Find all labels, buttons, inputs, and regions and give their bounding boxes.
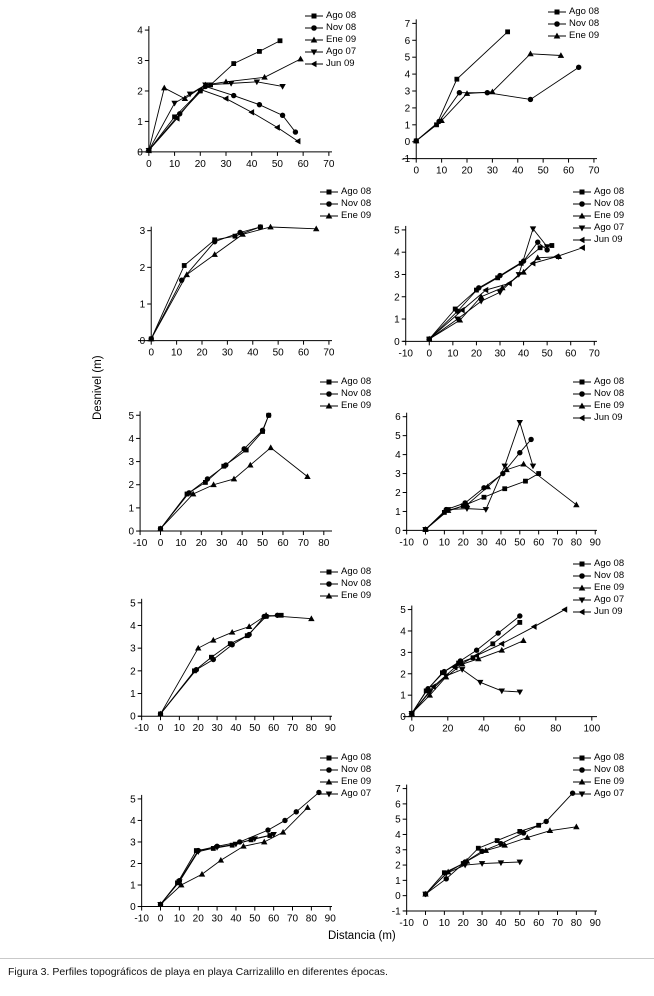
legend-panel-5 (320, 376, 371, 412)
legend-marker-triangle-left-icon (573, 606, 591, 618)
legend-marker-triangle-down-icon (320, 788, 338, 800)
svg-text:0: 0 (157, 723, 164, 735)
legend-label: Ene 09 (341, 400, 372, 411)
svg-text:0: 0 (130, 711, 136, 723)
legend-marker-square-icon (320, 186, 338, 198)
legend-marker-triangle-down-icon (305, 46, 323, 58)
chart-panel-8 (375, 595, 605, 745)
legend-item (573, 606, 624, 618)
svg-text:-10: -10 (134, 723, 149, 735)
chart-panel-7 (110, 590, 340, 745)
divider (0, 958, 654, 959)
legend-marker-square-icon (320, 752, 338, 764)
legend-marker-circle-icon (573, 570, 591, 582)
legend-marker-square-icon (320, 566, 338, 578)
legend-label: Nov 08 (594, 764, 625, 775)
svg-text:1: 1 (395, 506, 401, 518)
svg-text:-10: -10 (399, 917, 414, 929)
legend-marker-circle-icon (573, 198, 591, 210)
svg-text:1: 1 (130, 880, 136, 892)
legend-item (573, 388, 624, 400)
legend-item (305, 46, 356, 58)
legend-item (573, 788, 624, 800)
svg-text:80: 80 (570, 537, 582, 549)
legend-item (320, 764, 371, 776)
svg-text:3: 3 (395, 845, 401, 857)
legend-label: Nov 08 (569, 18, 600, 29)
legend-label: Ene 09 (341, 210, 372, 221)
svg-text:50: 50 (514, 917, 526, 929)
svg-text:0: 0 (395, 525, 401, 537)
legend-item (573, 186, 624, 198)
svg-text:10: 10 (171, 347, 183, 359)
svg-text:3: 3 (128, 457, 135, 469)
legend-label: Ago 08 (594, 376, 625, 387)
svg-text:50: 50 (272, 347, 284, 359)
legend-label: Ene 09 (341, 776, 372, 787)
legend-label: Nov 08 (341, 578, 372, 589)
legend-item (305, 22, 356, 34)
svg-text:70: 70 (297, 538, 309, 550)
legend-marker-circle-icon (320, 198, 338, 210)
svg-text:60: 60 (565, 348, 577, 360)
svg-text:5: 5 (404, 52, 411, 64)
legend-item (573, 764, 624, 776)
svg-text:2: 2 (395, 488, 401, 500)
legend-marker-square-icon (548, 6, 566, 18)
legend-label: Ene 09 (594, 400, 625, 411)
svg-text:7: 7 (395, 784, 401, 796)
svg-text:90: 90 (324, 723, 336, 735)
legend-label: Jun 09 (594, 234, 623, 245)
svg-text:20: 20 (457, 537, 469, 549)
svg-text:10: 10 (438, 917, 450, 929)
svg-text:10: 10 (438, 537, 450, 549)
svg-text:40: 40 (230, 913, 242, 925)
svg-text:40: 40 (495, 917, 507, 929)
svg-text:4: 4 (400, 626, 406, 638)
svg-text:60: 60 (277, 538, 289, 550)
svg-text:0: 0 (413, 165, 420, 177)
svg-text:0: 0 (422, 537, 429, 549)
svg-text:5: 5 (395, 814, 401, 826)
legend-marker-triangle-up-icon (573, 582, 591, 594)
svg-text:0: 0 (157, 913, 164, 925)
legend-item (320, 186, 371, 198)
legend-label: Jun 09 (594, 412, 623, 423)
chart-panel-5 (110, 400, 340, 560)
svg-text:4: 4 (137, 25, 143, 37)
legend-label: Ago 08 (594, 186, 625, 197)
svg-text:0: 0 (422, 917, 429, 929)
svg-text:60: 60 (297, 158, 309, 170)
legend-label: Ago 07 (594, 788, 625, 799)
svg-text:2: 2 (128, 480, 135, 492)
legend-marker-triangle-up-icon (320, 590, 338, 602)
legend-item (320, 788, 371, 800)
legend-label: Ago 07 (594, 594, 625, 605)
svg-text:10: 10 (436, 165, 448, 177)
svg-text:10: 10 (169, 158, 181, 170)
legend-label: Nov 08 (594, 388, 625, 399)
svg-text:20: 20 (195, 538, 207, 550)
svg-text:7: 7 (404, 18, 411, 30)
chart-panel-10 (375, 778, 605, 936)
legend-label: Nov 08 (341, 388, 372, 399)
svg-text:10: 10 (173, 913, 185, 925)
svg-text:0: 0 (137, 147, 143, 159)
svg-text:1: 1 (128, 503, 135, 515)
svg-text:60: 60 (533, 917, 545, 929)
svg-text:5: 5 (395, 431, 401, 443)
svg-text:60: 60 (562, 165, 575, 177)
y-axis-title: Desnivel (m) (92, 355, 104, 420)
svg-text:0: 0 (426, 348, 433, 360)
legend-marker-triangle-up-icon (548, 30, 566, 42)
svg-text:3: 3 (139, 226, 146, 238)
svg-text:40: 40 (512, 165, 524, 177)
legend-marker-square-icon (305, 10, 323, 22)
legend-item (320, 198, 371, 210)
legend-label: Ene 09 (594, 210, 625, 221)
svg-text:90: 90 (324, 913, 336, 925)
legend-label: Ago 08 (341, 566, 372, 577)
svg-text:30: 30 (220, 158, 232, 170)
legend-label: Jun 09 (594, 606, 623, 617)
legend-marker-triangle-left-icon (573, 412, 591, 424)
legend-marker-triangle-down-icon (573, 594, 591, 606)
svg-text:20: 20 (457, 917, 469, 929)
legend-item (573, 570, 624, 582)
svg-text:2: 2 (137, 86, 143, 98)
svg-text:0: 0 (404, 137, 411, 149)
svg-text:-10: -10 (399, 537, 414, 549)
svg-text:80: 80 (550, 723, 562, 735)
legend-item (573, 594, 624, 606)
chart-panel-4 (375, 215, 605, 370)
svg-text:40: 40 (236, 538, 248, 550)
legend-panel-3 (320, 186, 371, 222)
svg-text:4: 4 (395, 829, 401, 841)
legend-label: Nov 08 (326, 22, 357, 33)
svg-text:70: 70 (286, 723, 299, 735)
legend-label: Ago 08 (341, 376, 372, 387)
svg-text:10: 10 (175, 538, 187, 550)
legend-item (320, 566, 371, 578)
svg-text:50: 50 (537, 165, 549, 177)
legend-panel-9 (320, 752, 371, 800)
svg-text:70: 70 (551, 917, 564, 929)
svg-text:-10: -10 (398, 348, 413, 360)
svg-text:0: 0 (146, 158, 152, 170)
svg-text:0: 0 (395, 891, 401, 903)
svg-text:6: 6 (395, 799, 401, 811)
legend-item (320, 590, 371, 602)
legend-item (573, 198, 624, 210)
svg-text:-10: -10 (134, 913, 149, 925)
legend-marker-triangle-down-icon (573, 222, 591, 234)
svg-text:0: 0 (139, 336, 146, 348)
svg-text:1: 1 (394, 314, 400, 326)
svg-text:-1: -1 (391, 906, 401, 918)
svg-text:4: 4 (394, 247, 400, 259)
svg-text:70: 70 (588, 165, 600, 177)
svg-text:60: 60 (268, 723, 280, 735)
svg-text:0: 0 (157, 538, 164, 550)
legend-panel-4 (573, 186, 624, 246)
svg-text:30: 30 (211, 723, 223, 735)
legend-marker-circle-icon (548, 18, 566, 30)
legend-item (320, 388, 371, 400)
svg-text:1: 1 (139, 299, 146, 311)
svg-text:20: 20 (192, 913, 204, 925)
svg-text:70: 70 (323, 347, 335, 359)
legend-label: Ago 08 (594, 752, 625, 763)
legend-label: Ago 08 (326, 10, 357, 21)
svg-text:60: 60 (514, 723, 526, 735)
svg-text:30: 30 (221, 347, 233, 359)
legend-panel-1 (305, 10, 356, 70)
svg-text:60: 60 (533, 537, 545, 549)
svg-text:40: 40 (495, 537, 507, 549)
svg-text:3: 3 (394, 269, 400, 281)
legend-label: Ene 09 (594, 776, 625, 787)
legend-label: Ago 08 (341, 752, 372, 763)
legend-panel-2 (548, 6, 599, 42)
legend-marker-triangle-up-icon (573, 400, 591, 412)
legend-item (573, 776, 624, 788)
legend-panel-7 (320, 566, 371, 602)
legend-marker-circle-icon (305, 22, 323, 34)
legend-panel-8 (573, 558, 624, 618)
svg-text:-1: -1 (401, 154, 411, 166)
svg-text:60: 60 (268, 913, 280, 925)
svg-text:80: 80 (305, 913, 317, 925)
legend-item (320, 400, 371, 412)
legend-label: Jun 09 (326, 58, 355, 69)
legend-item (320, 776, 371, 788)
legend-item (320, 376, 371, 388)
legend-marker-triangle-up-icon (320, 400, 338, 412)
legend-item (573, 582, 624, 594)
legend-item (305, 58, 356, 70)
svg-text:0: 0 (130, 902, 136, 914)
legend-marker-triangle-left-icon (305, 58, 323, 70)
legend-panel-6 (573, 376, 624, 424)
legend-marker-triangle-up-icon (320, 210, 338, 222)
svg-text:2: 2 (130, 858, 136, 870)
svg-text:2: 2 (400, 669, 406, 681)
svg-text:1: 1 (130, 689, 136, 701)
svg-text:20: 20 (194, 158, 206, 170)
legend-label: Ene 09 (594, 582, 625, 593)
legend-marker-square-icon (573, 752, 591, 764)
legend-marker-triangle-left-icon (573, 234, 591, 246)
legend-label: Ago 08 (594, 558, 625, 569)
legend-item (305, 34, 356, 46)
svg-text:40: 40 (247, 347, 259, 359)
legend-marker-square-icon (573, 376, 591, 388)
svg-text:60: 60 (297, 347, 310, 359)
svg-text:70: 70 (323, 158, 335, 170)
svg-text:6: 6 (395, 412, 401, 424)
x-axis-title: Distancia (m) (328, 930, 396, 942)
legend-marker-square-icon (573, 186, 591, 198)
svg-text:4: 4 (404, 69, 411, 81)
svg-text:30: 30 (486, 165, 498, 177)
legend-label: Ene 09 (569, 30, 600, 41)
svg-text:50: 50 (256, 538, 269, 550)
svg-text:5: 5 (130, 794, 136, 806)
svg-text:0: 0 (409, 723, 415, 735)
svg-text:10: 10 (447, 348, 459, 360)
svg-text:5: 5 (394, 225, 400, 237)
legend-item (573, 400, 624, 412)
legend-item (573, 752, 624, 764)
legend-label: Ago 08 (341, 186, 372, 197)
svg-text:80: 80 (570, 917, 582, 929)
svg-text:20: 20 (461, 165, 473, 177)
chart-panel-9 (110, 780, 340, 935)
legend-marker-circle-icon (320, 764, 338, 776)
svg-text:4: 4 (128, 433, 135, 445)
svg-text:2: 2 (394, 292, 400, 304)
legend-item (320, 578, 371, 590)
svg-text:20: 20 (470, 348, 482, 360)
svg-text:30: 30 (216, 538, 228, 550)
legend-item (573, 558, 624, 570)
svg-text:-10: -10 (132, 538, 148, 550)
svg-text:40: 40 (246, 158, 258, 170)
svg-text:2: 2 (139, 262, 146, 274)
legend-marker-circle-icon (573, 764, 591, 776)
svg-text:30: 30 (476, 537, 488, 549)
svg-text:20: 20 (196, 347, 208, 359)
legend-panel-10 (573, 752, 624, 800)
svg-text:0: 0 (394, 336, 400, 348)
svg-text:0: 0 (148, 347, 155, 359)
svg-text:30: 30 (211, 913, 223, 925)
svg-text:50: 50 (541, 348, 553, 360)
legend-label: Ago 08 (569, 6, 600, 17)
legend-marker-square-icon (320, 376, 338, 388)
svg-text:40: 40 (478, 723, 490, 735)
svg-text:5: 5 (130, 598, 136, 610)
legend-marker-triangle-up-icon (305, 34, 323, 46)
svg-text:5: 5 (400, 605, 406, 617)
chart-panel-6 (375, 405, 605, 560)
svg-text:2: 2 (130, 666, 136, 678)
legend-item (573, 210, 624, 222)
svg-text:70: 70 (286, 913, 299, 925)
svg-text:2: 2 (404, 103, 411, 115)
svg-text:1: 1 (137, 116, 143, 128)
svg-text:20: 20 (192, 723, 204, 735)
svg-text:70: 70 (588, 348, 600, 360)
svg-text:5: 5 (128, 410, 135, 422)
svg-text:1: 1 (400, 690, 406, 702)
legend-item (573, 234, 624, 246)
svg-text:3: 3 (404, 86, 411, 98)
legend-label: Nov 08 (594, 198, 625, 209)
legend-item (548, 30, 599, 42)
legend-item (573, 222, 624, 234)
svg-text:3: 3 (130, 643, 136, 655)
svg-text:80: 80 (305, 723, 317, 735)
svg-text:20: 20 (442, 723, 454, 735)
legend-marker-triangle-up-icon (573, 776, 591, 788)
legend-label: Nov 08 (594, 570, 625, 581)
legend-item (305, 10, 356, 22)
svg-text:3: 3 (130, 837, 136, 849)
legend-label: Ago 07 (341, 788, 372, 799)
legend-item (573, 376, 624, 388)
legend-item (548, 18, 599, 30)
legend-label: Ene 09 (341, 590, 372, 601)
svg-text:70: 70 (551, 537, 564, 549)
legend-label: Ago 07 (326, 46, 357, 57)
svg-text:4: 4 (395, 450, 401, 462)
svg-text:2: 2 (395, 860, 401, 872)
legend-label: Nov 08 (341, 198, 372, 209)
legend-marker-square-icon (573, 558, 591, 570)
svg-text:10: 10 (173, 723, 185, 735)
svg-text:40: 40 (230, 723, 242, 735)
svg-text:30: 30 (476, 917, 488, 929)
legend-marker-circle-icon (320, 578, 338, 590)
svg-text:90: 90 (589, 917, 601, 929)
svg-text:0: 0 (128, 526, 135, 538)
svg-text:50: 50 (271, 158, 283, 170)
svg-text:3: 3 (395, 469, 401, 481)
legend-marker-triangle-up-icon (573, 210, 591, 222)
legend-label: Nov 08 (341, 764, 372, 775)
legend-marker-triangle-down-icon (573, 788, 591, 800)
svg-text:1: 1 (395, 875, 401, 887)
svg-text:3: 3 (137, 56, 143, 68)
legend-marker-circle-icon (573, 388, 591, 400)
legend-label: Ago 07 (594, 222, 625, 233)
svg-text:40: 40 (518, 348, 530, 360)
figure-caption: Figura 3. Perfiles topográficos de playa en playa Carrizalillo en diferentes épocas. (8, 966, 388, 978)
legend-label: Ene 09 (326, 34, 357, 45)
svg-text:50: 50 (249, 913, 261, 925)
legend-item (548, 6, 599, 18)
svg-text:0: 0 (400, 712, 406, 724)
svg-text:80: 80 (318, 538, 330, 550)
chart-panel-3 (110, 210, 340, 370)
legend-marker-circle-icon (320, 388, 338, 400)
legend-item (573, 412, 624, 424)
svg-text:6: 6 (404, 35, 411, 47)
svg-text:4: 4 (130, 815, 136, 827)
svg-text:50: 50 (514, 537, 526, 549)
svg-text:3: 3 (400, 647, 406, 659)
legend-marker-triangle-up-icon (320, 776, 338, 788)
legend-item (320, 210, 371, 222)
legend-item (320, 752, 371, 764)
svg-text:4: 4 (130, 620, 136, 632)
svg-text:30: 30 (494, 348, 506, 360)
svg-text:1: 1 (404, 120, 411, 132)
svg-text:90: 90 (589, 537, 601, 549)
svg-text:100: 100 (583, 723, 601, 735)
svg-text:50: 50 (249, 723, 261, 735)
